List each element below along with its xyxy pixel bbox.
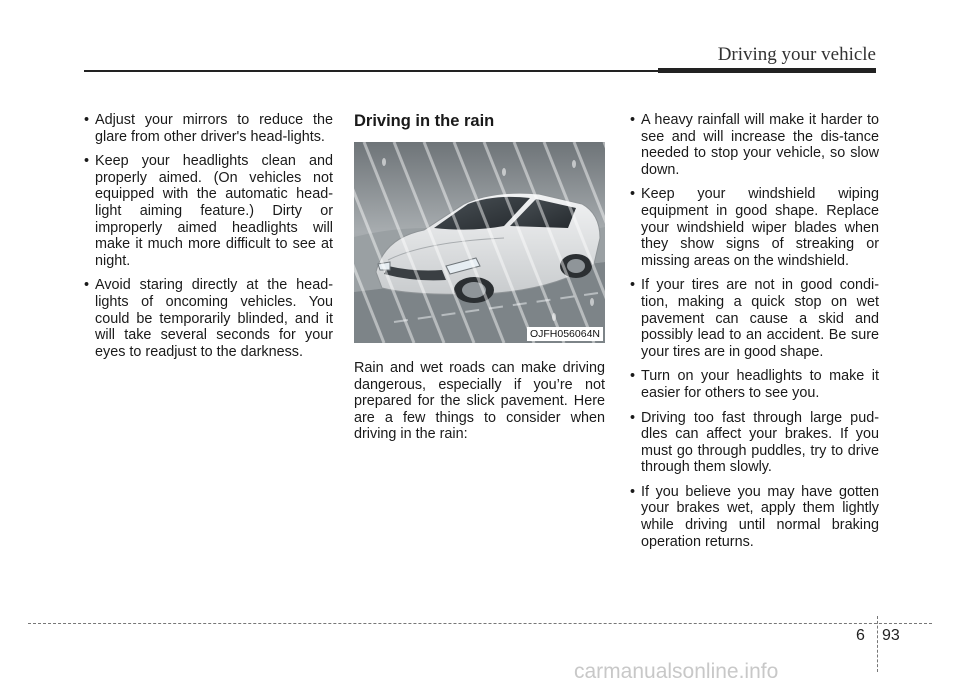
footer-divider xyxy=(877,616,878,672)
car-in-rain-icon xyxy=(354,142,605,343)
section-heading: Driving in the rain xyxy=(354,112,495,130)
footer-rule xyxy=(28,623,932,624)
right-bullet-list xyxy=(628,112,879,550)
bullet-item: • If you believe you may have gotten your brakes wet, apply them lightly while driving until normal braking operation returns. xyxy=(628,484,879,550)
bullet-item: • Driving too fast through large pud-dles can affect your brakes. If you must go through puddles, try to drive through them slowly. xyxy=(628,410,879,476)
bullet-item: • Avoid staring directly at the head-lights of oncoming vehicles. You could be temporarily blinded, and it will take several seconds for your eyes to readjust to the darkness. xyxy=(82,277,333,360)
bullet-item: • Keep your headlights clean and properly aimed. (On vehicles not equipped with the automatic head-light aiming feature.) Dirty or improperly aimed headlights will make it much more difficult to see at night. xyxy=(82,153,333,269)
rain-car-illustration xyxy=(354,142,605,343)
chapter-number: 6 xyxy=(856,627,865,644)
bullet-item: • Turn on your headlights to make it easier for others to see you. xyxy=(628,368,879,401)
watermark: carmanualsonline.info xyxy=(574,660,779,683)
header-rule-accent xyxy=(658,68,876,73)
bullet-item: • Adjust your mirrors to reduce the glare from other driver's head-lights. xyxy=(82,112,333,145)
intro-paragraph: Rain and wet roads can make driving dangerous, especially if you’re not prepared for the slick pavement. Here are a few things to consider when driving in the rain: xyxy=(354,360,605,443)
right-column xyxy=(628,112,879,558)
left-bullet-list xyxy=(82,112,333,360)
page-number: 93 xyxy=(882,627,900,644)
bullet-item: • A heavy rainfall will make it harder to see and will increase the dis-tance needed to stop your vehicle, so slow down. xyxy=(628,112,879,178)
bullet-item: • Keep your windshield wiping equipment in good shape. Replace your windshield wiper blades when they show signs of streaking or missing areas on the windshield. xyxy=(628,186,879,269)
bullet-item: • If your tires are not in good condi-tion, making a quick stop on wet pavement can cause a skid and possibly lead to an accident. Be sure your tires are in good shape. xyxy=(628,277,879,360)
figure-code: OJFH056064N xyxy=(527,327,603,341)
middle-column xyxy=(354,112,605,443)
left-column xyxy=(82,112,333,368)
section-title: Driving your vehicle xyxy=(717,44,876,65)
